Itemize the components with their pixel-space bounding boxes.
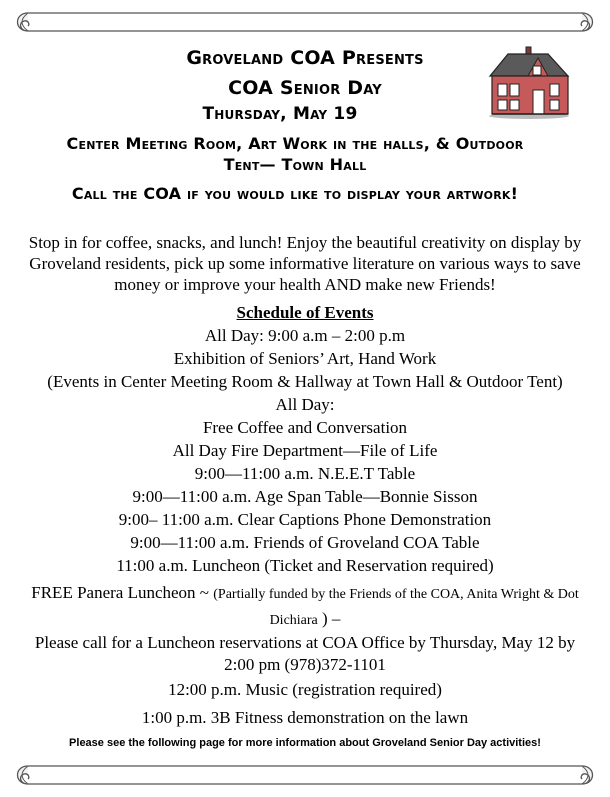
schedule-item: 9:00—11:00 a.m. Age Span Table—Bonnie Sisson (132, 487, 478, 506)
luncheon-end: ) – (317, 609, 341, 628)
schedule-item: (Events in Center Meeting Room & Hallway at Town Hall & Outdoor Tent) (47, 372, 563, 391)
schedule-heading: Schedule of Events (236, 303, 374, 322)
scroll-border-bottom-icon (10, 762, 600, 788)
music-item: 12:00 p.m. Music (registration required) (168, 680, 442, 699)
event-name: COA Senior Day (228, 77, 382, 99)
schedule-item: 9:00—11:00 a.m. N.E.E.T Table (194, 464, 416, 483)
schedule-item: All Day: (275, 395, 335, 414)
luncheon-info (20, 581, 590, 633)
schedule-item: 9:00– 11:00 a.m. Clear Captions Phone Demonstration (118, 510, 492, 529)
schedule-item: 9:00—11:00 a.m. Friends of Groveland COA Table (130, 533, 480, 552)
fitness-item: 1:00 p.m. 3B Fitness demonstration on the lawn (141, 708, 469, 727)
luncheon-main: FREE Panera Luncheon ~ (31, 583, 214, 602)
schedule-item: Free Coffee and Conversation (202, 418, 408, 437)
footer-note: Please see the following page for more information about Groveland Senior Day activities! (69, 737, 541, 749)
call-to-action: Call the COA if you would like to display your artwork! (71, 184, 519, 203)
scroll-border-top-icon (10, 9, 600, 35)
intro-paragraph: Stop in for coffee, snacks, and lunch! Enjoy the beautiful creativity on display by Groveland residents, pick up some informative literature on various ways to save money or improve your health AND make new Friends! (28, 233, 582, 294)
schedule-item: All Day: 9:00 a.m – 2:00 p.m (204, 326, 406, 345)
schedule-item: 11:00 a.m. Luncheon (Ticket and Reservation required) (116, 556, 494, 575)
schedule-item: All Day Fire Department—File of Life (172, 441, 438, 460)
event-location: Center Meeting Room, Art Work in the halls, & Outdoor Tent— Town Hall (66, 134, 524, 174)
schedule-section (0, 301, 610, 577)
page-title: Groveland COA Presents (186, 47, 424, 69)
luncheon-note: (Partially funded by the Friends of the COA, Anita Wright & Dot Dichiara (213, 587, 579, 628)
event-date: Thursday, May 19 (202, 104, 358, 124)
reservation-info: Please call for a Luncheon reservations at COA Office by Thursday, May 12 by 2:00 pm (978)372-1101 (34, 633, 576, 674)
schedule-item: Exhibition of Seniors’ Art, Hand Work (173, 349, 437, 368)
